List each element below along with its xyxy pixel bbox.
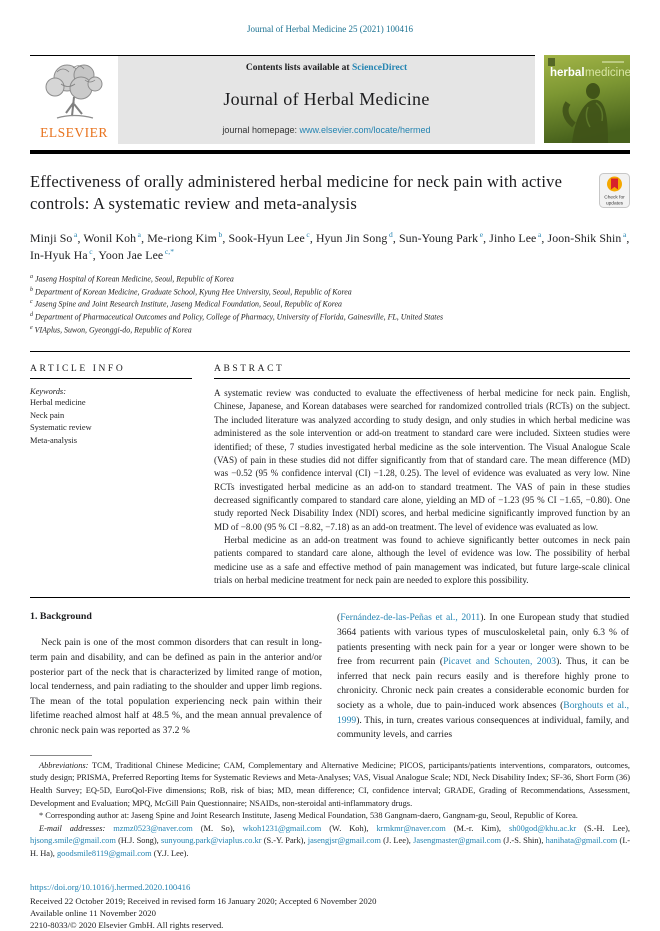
doi-link[interactable]: https://doi.org/10.1016/j.hermed.2020.100416 [30,881,191,892]
article-info-heading: ARTICLE INFO [30,364,126,375]
text-segment: TCM, Traditional Chinese Medicine; CAM, Complementary and Alternative Medicine; PICOS, participants/patients interventions, comparators, outcomes, study design; PRISMA, Preferred Reporting Items for Systematic Reviews and Meta-Analyses; VAS, Visual Analogue Scale; NDI, Neck Disability Index; SF-36, Short Form (36) Health Survey; EQ-5D, EuroQol-Five dimensions; RoB, risk of bias; MD, mean difference; CI, confidence interval; GRADE, Grading of Recommendations, Assessment, Development and Evaluation; MPQ, McGill Pain Questionnaire; NSAIDs, non-steroidal anti-inflammatory drugs. [30,760,631,808]
footnote-rule [30,755,92,756]
affiliation-item: $^a$ Jaseng Hospital of Korean Medicine, Seoul, Republic of Korea [30,273,234,284]
affiliation-item: $^b$ Department of Korean Medicine, Graduate School, Kyung Hee University, Seoul, Republic of Korea [30,286,352,297]
author-name: In-Hyuk Ha [30,247,88,262]
cover-title-herbal: herbal [550,67,585,79]
affiliation-list [30,273,630,337]
inline-link[interactable]: Jasengmaster@gmail.com [413,836,502,846]
elsevier-tree-icon [37,60,111,127]
text-segment: (I.-H. Ha), [30,836,630,858]
author-affiliation-superscript[interactable]: a [536,229,542,239]
text-segment: ). This, in turn, creates various consequences at individual, family, and community levels, and carries [337,714,629,741]
text-segment: ( [337,612,341,624]
copyright-line: 2210-8033/© 2020 Elsevier GmbH. All rights reserved. [30,920,224,931]
badge-text-line1: Check for [604,195,625,201]
inline-link[interactable]: jasengjsr@gmail.com [307,836,381,846]
section-heading-background: 1. Background [30,611,92,623]
inline-link[interactable]: Picavet and Schouten, 2003 [443,656,557,668]
elsevier-logo[interactable] [30,56,118,148]
inline-link[interactable]: Fernández-de-las-Peñas et al., 2011 [340,612,481,624]
text-segment: (S.-Y. Park), [261,836,308,846]
text-segment: (W. Koh), [321,823,377,833]
contents-line [246,63,407,73]
keywords-label: Keywords: [30,387,66,397]
inline-link[interactable]: krmkmr@naver.com [376,823,446,833]
inline-link[interactable]: goodsmile8119@gmail.com [56,848,152,858]
footnotes-section [30,755,630,861]
author-affiliation-superscript[interactable]: c [87,246,93,256]
abstract-rule [214,378,630,379]
inline-link[interactable]: sh00god@khu.ac.kr [508,823,577,833]
author-affiliation-superscript[interactable]: a [621,229,627,239]
header-top-rule [30,55,535,148]
author-affiliation-superscript[interactable]: b [216,229,223,239]
inline-link[interactable]: hanihata@gmail.com [545,836,618,846]
received-dates: Received 22 October 2019; Received in revised form 16 January 2020; Accepted 6 November 2020 [30,895,377,906]
inline-link[interactable]: wkoh1231@gmail.com [242,823,322,833]
body-left-paragraph: Neck pain is one of the most common disorders that can result in long-term pain and disability, and can be defined as pain in the anterior and/or posterior part of the neck that is characterized by limited range of motion, local tenderness, and pain radiating to the shoulder and upper limb regions. The mean of the total population experiencing neck pain within their lifetime reached almost half at 48.5 %, and the mean annual prevalence of chronic neck pain was reported as 37.2 % [30,637,322,736]
abstract-paragraph-1: A systematic review was conducted to evaluate the effectiveness of herbal medicine for neck pain. English, Chinese, Japanese, and Korean databases were searched for randomized controlled trials (RCTs) on the subject. The included literature was analyzed according to study design, and only studies in which herbal medicine was administered as the sole intervention or add-on treatment to standard care were included. Sixteen studies were identified; of these, 7 studies investigated herbal medicine as the sole intervention. The Visual Analogue Scale (VAS) of pain in these studies did not differ significantly from that of standard care. The mean difference (MD) was −0.52 (95 % confidence interval (CI) −1.28, 0.25). The level of evidence was evaluated as very low. Nine RCTs investigated herbal medicine as an add-on to standard treatment. The VAS of pain in these studies decreased significantly compared to standard care alone, yielding an MD of −1.23 (95 % CI −1.65, −0.80). One study reported Neck Disability Index (NDI) scores, and herbal medicine significantly improved function by an MD of −8.00 (95 % CI −8.82, −7.18) as an add-on treatment. The level of evidence was evaluated as low. [214,388,630,532]
author-affiliation-superscript[interactable]: c [304,229,310,239]
text-segment: (H.J. Song), [115,836,161,846]
text-segment: (M. So), [192,823,243,833]
author-affiliation-superscript[interactable]: a [136,229,142,239]
author-affiliation-superscript[interactable]: c,* [163,246,175,256]
journal-title: Journal of Herbal Medicine [223,88,430,109]
header-bottom-rule [30,150,630,154]
emails-footnote [30,823,630,861]
author-affiliation-superscript[interactable]: d [387,229,393,239]
article-title: Effectiveness of orally administered herbal medicine for neck pain with active controls: A systematic review and meta-analysis [30,172,563,213]
keyword-item: Meta-analysis [30,435,77,445]
homepage-line [222,125,430,135]
abstract-column [214,352,630,587]
text-segment: (J. Lee), [380,836,414,846]
keywords-list [30,397,192,447]
article-info-column [30,352,192,587]
author-name: Hyun Jin Song [315,230,388,245]
cover-title-medicine: medicine [585,67,630,79]
author-name: Sook-Hyun Lee [228,230,305,245]
text-segment: * Corresponding author at: Jaseng Spine and Joint Research Institute, Jaseng Medical Foundation, 538 Gangnam-daero, Gangnam-gu, Seoul, Republic of Korea. [39,811,578,821]
article-body [30,611,630,742]
abbreviations-footnote [30,760,630,810]
elsevier-wordmark: ELSEVIER [40,125,108,140]
article-info-rule [30,378,192,379]
author-name: Joon-Shik Shin [547,230,622,245]
author-affiliation-superscript[interactable]: e [478,229,484,239]
author-affiliation-superscript[interactable]: a [72,229,78,239]
abstract-heading: ABSTRACT [214,364,285,375]
author-list: Minji So $^a$, Wonil Koh $^a$, Me-riong Kim $^b$, Sook-Hyun Lee $^c$, Hyun Jin Song $^d$, Sun-Young Park $^e$, Jinho Lee $^a$, Joon-Shik Shin $^a$, In-Hyuk Ha $^c$, Yoon Jae Lee $^{c,*}$ [30,229,630,262]
journal-cover-thumbnail[interactable] [544,55,630,148]
text-segment: (S.-H. Lee), [576,823,631,833]
body-right-paragraph [337,611,629,742]
available-online: Available online 11 November 2020 [30,907,156,918]
journal-banner [118,56,535,144]
text-segment: ). Thus, it can be inferred that neck pain recurs easily and is therefore highly prone to chronicity. Chronic neck pain creates a considerable economic burden for society as a whole, due to pain-induced work absences ( [337,656,629,711]
keyword-item: Systematic review [30,423,92,433]
body-right-column [337,611,629,742]
body-left-column [30,611,322,742]
author-name: Minji So [30,230,73,245]
keyword-item: Herbal medicine [30,398,86,408]
text-segment: ). In one European study that studied 3664 patients with various types of musculoskeletal pain, only 6.3 % of patients presenting with neck pain for a year or longer were shown to be free from recurrent pain ( [337,612,629,668]
author-name: Sun-Young Park [398,230,479,245]
inline-link[interactable]: hjsong.smile@gmail.com [30,836,116,846]
affiliation-item: $^d$ Department of Pharmaceutical Outcomes and Policy, College of Pharmacy, University of Florida, Gainesville, FL, United States [30,312,444,322]
running-head-citation: Journal of Herbal Medicine 25 (2021) 100416 [247,24,413,34]
corresponding-author-footnote [30,810,630,823]
text-segment: E-mail addresses: [39,823,114,833]
article-meta-footer [30,881,630,931]
author-name: Jinho Lee [489,230,537,245]
keyword-item: Neck pain [30,410,65,420]
sciencedirect-link[interactable]: ScienceDirect [351,63,408,73]
badge-text-line2: updates [605,201,624,207]
text-segment: (Y.J. Lee). [151,848,189,858]
title-row [30,171,630,215]
text-segment: (J.-S. Shin), [501,836,546,846]
inline-link[interactable]: mzmz0523@naver.com [113,823,193,833]
homepage-prefix: journal homepage: [222,125,297,135]
inline-link[interactable]: Borghouts et al., 1999 [337,699,629,726]
author-name: Yoon Jae Lee [98,247,164,262]
text-segment: (M.-r. Kim), [445,823,509,833]
author-name: Me-riong Kim [147,230,217,245]
affiliation-item: $^c$ Jaseng Spine and Joint Research Institute, Jaseng Medical Foundation, Seoul, Republic of Korea [30,299,342,310]
journal-homepage-link[interactable]: www.elsevier.com/locate/hermed [299,125,431,135]
text-segment: Abbreviations: [39,760,92,770]
affiliation-item: $^e$ VIAplus, Suwon, Gyeonggi-do, Republic of Korea [30,325,192,335]
abstract-paragraph-2: Herbal medicine as an add-on treatment was found to achieve significantly better outcomes in neck pain patients compared to standard care alone, although the level of evidence was low. The possibility of herbal medicine use as a safe and effective method of pain management was indicated, but future large-scale clinical trials on herbal medicine treatment for neck pain are needed to explore this possibility. [214,535,630,586]
article-info-abstract-section [30,352,630,587]
journal-header [30,55,630,148]
contents-prefix: Contents lists available at [245,63,350,73]
check-for-updates-badge[interactable] [599,171,630,215]
abstract-bottom-rule [30,597,630,598]
author-name: Wonil Koh [83,230,137,245]
inline-link[interactable]: sunyoung.park@viaplus.co.kr [160,836,262,846]
